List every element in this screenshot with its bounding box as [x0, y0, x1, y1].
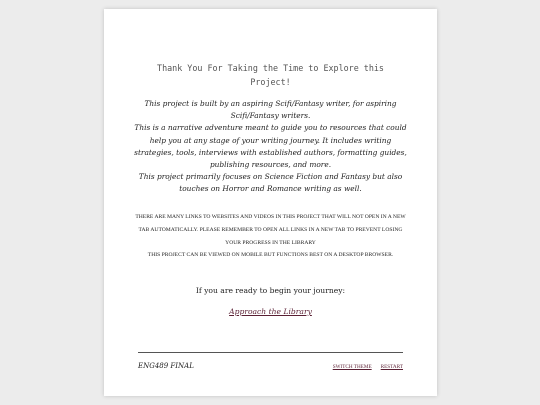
intro-paragraph: This is a narrative adventure meant to guide you to resources that could help you at any stage of your writing journey. It includes writing strategies, tools, interviews with established authors, formatting guides, publishing resources, and more. [134, 123, 407, 170]
footer-divider [138, 352, 403, 353]
story-page [104, 9, 437, 396]
intro-paragraph: This project primarily focuses on Science Fiction and Fantasy but also touches on Horror and Romance writing as well. [138, 172, 403, 194]
begin-prompt: If you are ready to begin your journey: [195, 286, 346, 295]
intro-text [132, 98, 409, 196]
intro-paragraph: This project is built by an aspiring Scifi/Fantasy writer, for aspiring Scifi/Fantasy writers. [144, 99, 397, 121]
switch-theme-link[interactable]: SWITCH THEME [332, 364, 372, 370]
footer-title: ENG489 FINAL [138, 362, 194, 370]
links-notice [132, 211, 409, 262]
notice-paragraph: THERE ARE MANY LINKS TO WEBSITES AND VIDEOS IN THIS PROJECT THAT WILL NOT OPEN IN A NEW TAB AUTOMATICALLY. PLEASE REMEMBER TO OPEN ALL LINKS IN A NEW TAB TO PREVENT LOSING YOUR PROGRESS IN THE LIBRARY [135, 214, 406, 246]
restart-link[interactable]: RESTART [380, 364, 403, 370]
page-title: Thank You For Taking the Time to Explore this Project! [157, 63, 384, 87]
approach-library-link[interactable]: Approach the Library [229, 307, 312, 316]
footer-links [333, 362, 403, 372]
notice-paragraph: THIS PROJECT CAN BE VIEWED ON MOBILE BUT FUNCTIONS BEST ON A DESKTOP BROWSER. [147, 252, 394, 259]
